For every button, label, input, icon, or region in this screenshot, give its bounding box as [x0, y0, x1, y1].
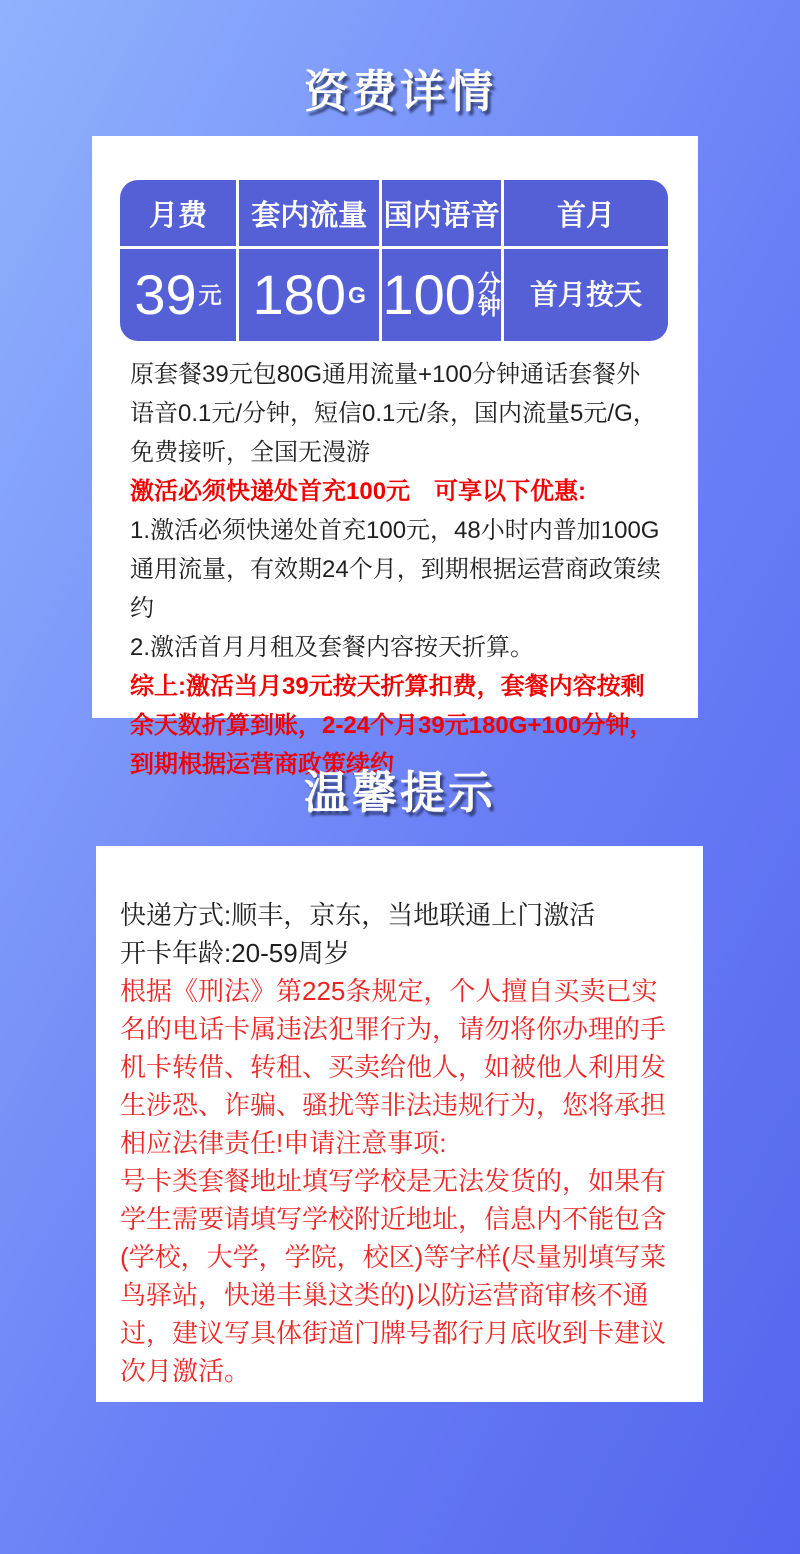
- plan-table-value-first-month: [504, 249, 668, 341]
- tips-paragraph-address-notice: 号卡类套餐地址填写学校是无法发货的，如果有学生需要请填写学校附近地址，信息内不能包含(学校，大学，学院，校区)等字样(尽量别填写菜鸟驿站，快递丰巢这类的)以防运营商审核不通过，建议写具体街道门牌号都行月底收到卡建议次月激活。: [120, 1166, 667, 1386]
- tips-paragraph-legal-warning: 根据《刑法》第225条规定，个人擅自买卖已实名的电话卡属违法犯罪行为，请勿将你办理的手机卡转借、转租、买卖给他人，如被他人利用发生涉恐、诈骗、骚扰等非法违规行为，您将承担相应法律责任!申请注意事项:: [120, 976, 667, 1158]
- tips-section-title: 温馨提示: [303, 767, 496, 818]
- rates-section-title: 资费详情: [303, 66, 496, 117]
- data-allowance-unit: G: [347, 281, 366, 308]
- rates-paragraph-benefit-2: 2.激活首月月租及套餐内容按天折算。: [130, 634, 535, 661]
- plan-table-header-domestic-voice: 国内语音: [382, 180, 500, 246]
- plan-table-header-first-month: 首月: [504, 180, 668, 246]
- rates-paragraph-recharge-notice: 激活必须快递处首充100元 可享以下优惠:: [130, 478, 587, 505]
- monthly-fee-number: 39: [134, 263, 197, 326]
- plan-table-value-monthly-fee: [120, 249, 236, 341]
- monthly-fee-unit: 元: [198, 281, 222, 308]
- tips-paragraph-shipping: 快递方式:顺丰，京东，当地联通上门激活: [120, 900, 596, 930]
- first-month-text: 首月按天: [529, 279, 642, 310]
- rates-paragraph-benefit-1: 1.激活必须快递处首充100元，48小时内普加100G通用流量，有效期24个月，到期根据运营商政策续约: [130, 517, 661, 622]
- rates-card: [92, 136, 698, 778]
- data-allowance-number: 180: [252, 263, 346, 326]
- plan-table: [120, 180, 668, 341]
- plan-table-header-data-allowance: 套内流量: [239, 180, 380, 246]
- plan-table-value-data-allowance: [239, 249, 380, 341]
- plan-table-value-domestic-voice: [382, 249, 500, 341]
- rates-paragraph-summary: 综上:激活当月39元按天折算扣费，套餐内容按剩余天数折算到账，2-24个月39元180G+100分钟，到期根据运营商政策续约: [130, 673, 654, 778]
- domestic-voice-unit: 分钟: [477, 270, 501, 319]
- tips-card: [96, 846, 703, 1402]
- plan-table-header-monthly-fee: 月费: [120, 180, 236, 246]
- domestic-voice-number: 100: [382, 263, 476, 326]
- tips-paragraph-age: 开卡年龄:20-59周岁: [120, 938, 350, 968]
- tips-description: [96, 846, 703, 1390]
- rates-description: [130, 355, 664, 784]
- rates-paragraph-base-plan: 原套餐39元包80G通用流量+100分钟通话套餐外语音0.1元/分钟，短信0.1元/条，国内流量5元/G，免费接听，全国无漫游: [130, 361, 657, 466]
